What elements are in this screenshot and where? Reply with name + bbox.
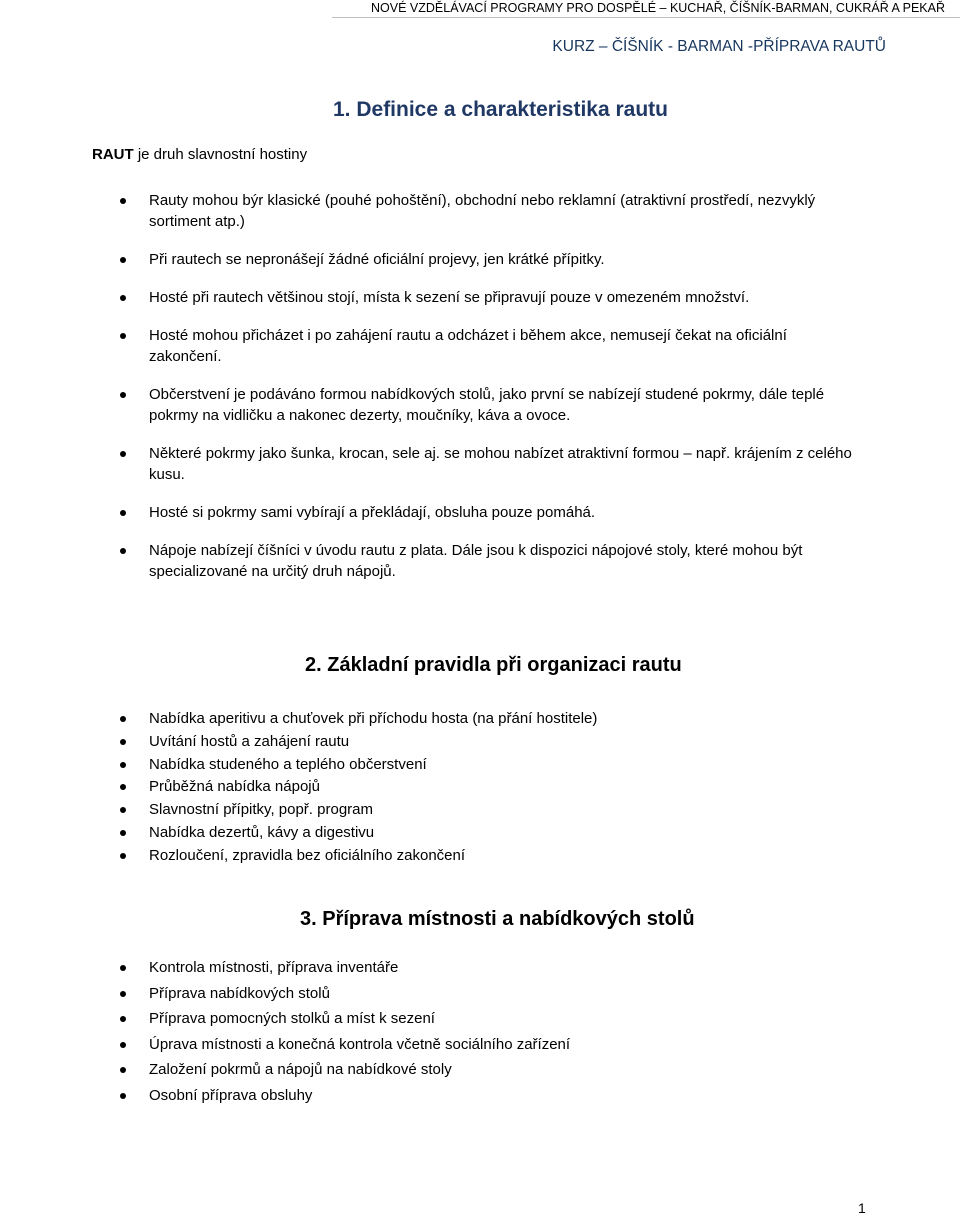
bullet-icon — [120, 739, 126, 745]
page-number: 1 — [858, 1200, 866, 1216]
list-item — [120, 1034, 860, 1055]
list-item — [120, 502, 860, 523]
list-item-text: Nabídka dezertů, kávy a digestivu — [149, 823, 375, 841]
list-item-text: Úprava místnosti a konečná kontrola včetně sociálního zařízení — [149, 1035, 571, 1053]
list-item-text: Slavnostní přípitky, popř. program — [149, 801, 373, 819]
list-item-text: Kontrola místnosti, příprava inventáře — [149, 959, 399, 976]
bullet-icon — [120, 1067, 126, 1073]
list-item — [120, 1085, 860, 1106]
list-item-text: Nabídka studeného a teplého občerstvení — [149, 755, 427, 773]
list-item-text: Hosté si pokrmy sami vybírají a překládají, obsluha pouze pomáhá. — [149, 504, 596, 521]
list-item — [120, 799, 860, 820]
bullet-icon — [120, 716, 126, 722]
list-item-text: Nápoje nabízejí číšníci v úvodu rautu z plata. Dále jsou k dispozici nápojové stoly, které mohou být specializované na určitý druh nápojů. — [149, 542, 803, 580]
list-item-text: Rozloučení, zpravidla bez oficiálního zakončení — [149, 846, 466, 864]
list-item — [120, 1059, 860, 1080]
list-item-text: Občerstvení je podáváno formou nabídkových stolů, jako první se nabízejí studené pokrmy, dále teplé pokrmy na vidličku a nakonec dezerty, moučníky, káva a ovoce. — [149, 386, 825, 424]
header-course-title: KURZ – ČÍŠNÍK - BARMAN -PŘÍPRAVA RAUTŮ — [552, 38, 886, 55]
section-3-list — [120, 957, 860, 1111]
bullet-icon — [120, 1042, 126, 1048]
list-item-text: Nabídka aperitivu a chuťovek při příchodu hosta (na přání hostitele) — [149, 710, 598, 727]
section-3-heading: 3. Příprava místnosti a nabídkových stolů — [300, 908, 695, 930]
list-item-text: Příprava nabídkových stolů — [149, 984, 330, 1002]
list-item — [120, 776, 860, 797]
section-1-intro — [92, 146, 307, 163]
bullet-icon — [120, 853, 126, 859]
bullet-icon — [120, 762, 126, 768]
bullet-icon — [120, 333, 126, 339]
list-item — [120, 1008, 860, 1029]
bullet-icon — [120, 965, 126, 971]
list-item — [120, 731, 860, 752]
list-item-text: Rauty mohou býr klasické (pouhé pohoštění), obchodní nebo reklamní (atraktivní prostředí, nezvyklý sortiment atp.) — [149, 192, 816, 230]
bullet-icon — [120, 807, 126, 813]
bullet-icon — [120, 991, 126, 997]
header-divider — [332, 17, 960, 18]
list-item-text: Uvítání hostů a zahájení rautu — [149, 732, 350, 750]
bullet-icon — [120, 1016, 126, 1022]
list-item-text: Založení pokrmů a nápojů na nabídkové stoly — [149, 1061, 452, 1079]
bullet-icon — [120, 830, 126, 836]
bullet-icon — [120, 548, 126, 554]
list-item-text: Hosté při rautech většinou stojí, místa k sezení se připravují pouze v omezeném množství. — [149, 289, 750, 306]
list-item — [120, 708, 860, 729]
list-item — [120, 540, 860, 582]
section-2-list — [120, 708, 860, 868]
list-item — [120, 957, 860, 978]
intro-definition: je druh slavnostní hostiny — [133, 146, 308, 163]
list-item — [120, 845, 860, 866]
header-program-line: NOVÉ VZDĚLÁVACÍ PROGRAMY PRO DOSPĚLÉ – KUCHAŘ, ČÍŠNÍK-BARMAN, CUKRÁŘ A PEKAŘ — [371, 1, 945, 15]
list-item — [120, 249, 860, 270]
list-item-text: Průběžná nabídka nápojů — [149, 778, 320, 796]
list-item — [120, 754, 860, 775]
bullet-icon — [120, 784, 126, 790]
bullet-icon — [120, 510, 126, 516]
bullet-icon — [120, 1093, 126, 1099]
list-item — [120, 443, 860, 485]
intro-term: RAUT — [92, 146, 134, 163]
list-item-text: Osobní příprava obsluhy — [149, 1086, 313, 1104]
bullet-icon — [120, 392, 126, 398]
section-1-heading: 1. Definice a charakteristika rautu — [333, 98, 668, 121]
section-2-heading: 2. Základní pravidla při organizaci rautu — [305, 654, 682, 676]
list-item-text: Při rautech se nepronášejí žádné oficiální projevy, jen krátké přípitky. — [149, 251, 605, 268]
list-item-text: Hosté mohou přicházet i po zahájení rautu a odcházet i během akce, nemusejí čekat na oficiální zakončení. — [149, 327, 787, 365]
bullet-icon — [120, 198, 126, 204]
bullet-icon — [120, 295, 126, 301]
section-1-list — [120, 190, 860, 599]
list-item — [120, 287, 860, 308]
list-item-text: Některé pokrmy jako šunka, krocan, sele aj. se mohou nabízet atraktivní formou – např. krájením z celého kusu. — [149, 445, 852, 483]
bullet-icon — [120, 257, 126, 263]
list-item — [120, 822, 860, 843]
list-item-text: Příprava pomocných stolků a míst k sezení — [149, 1010, 435, 1028]
list-item — [120, 190, 860, 232]
list-item — [120, 983, 860, 1004]
bullet-icon — [120, 451, 126, 457]
list-item — [120, 325, 860, 367]
list-item — [120, 384, 860, 426]
